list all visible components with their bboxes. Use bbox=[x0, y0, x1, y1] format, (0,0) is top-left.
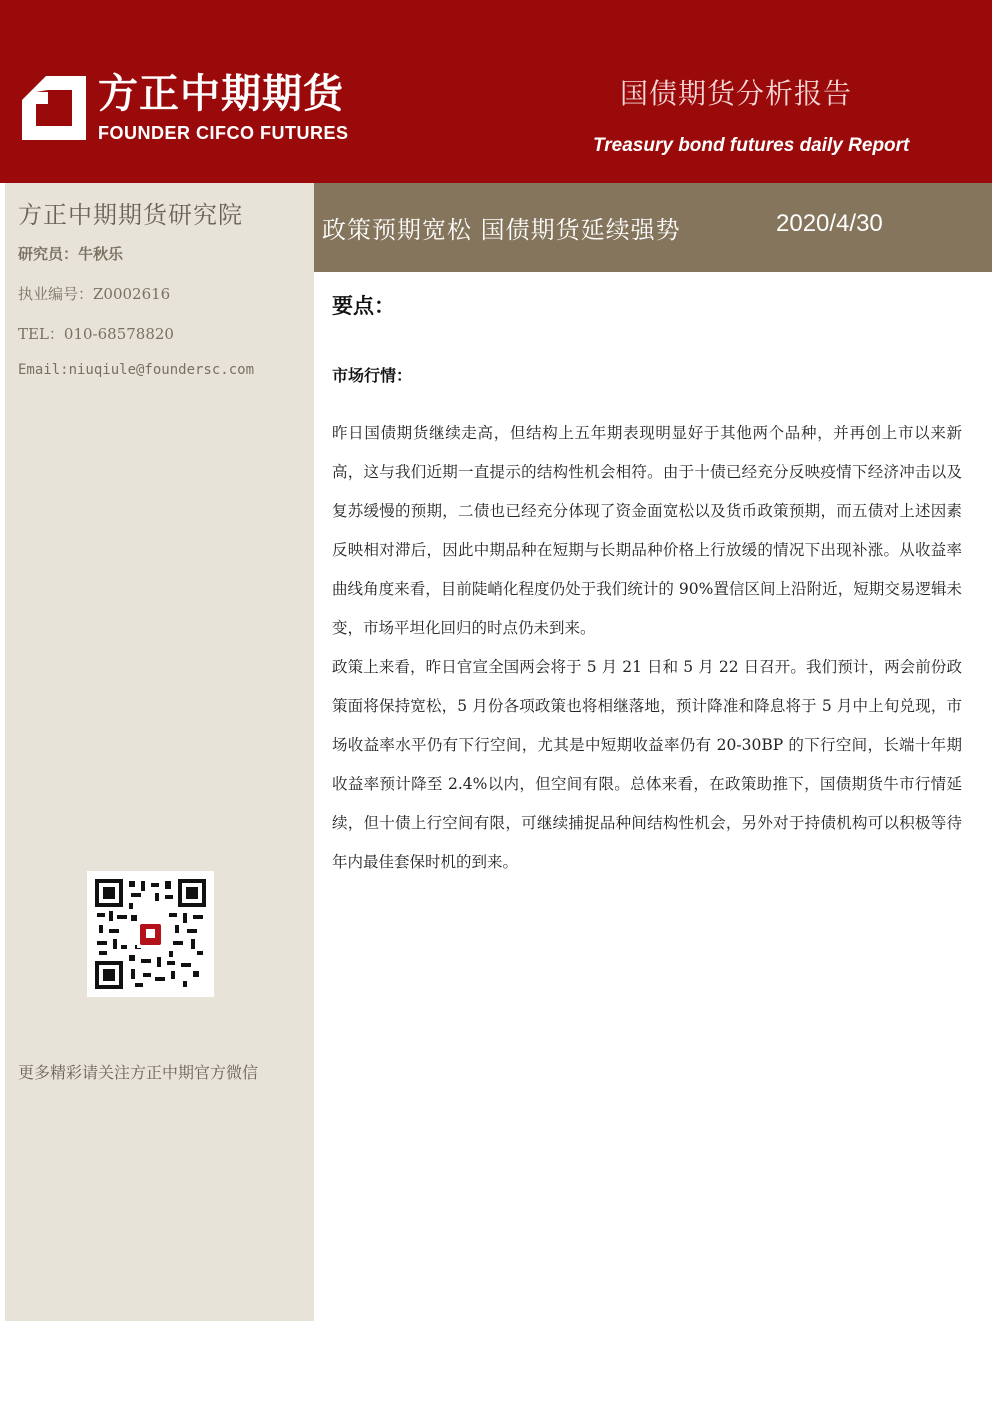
logo-chinese-name: 方正中期期货 bbox=[98, 71, 344, 117]
logo-english-name: FOUNDER CIFCO FUTURES bbox=[98, 123, 349, 143]
title-bar bbox=[314, 183, 992, 272]
report-title-chinese: 国债期货分析报告 bbox=[620, 77, 853, 110]
qr-code-icon bbox=[95, 879, 206, 989]
sidebar bbox=[5, 183, 314, 1321]
institute-name: 方正中期期货研究院 bbox=[18, 201, 243, 229]
email-address: Email:niuqiule@foundersc.com bbox=[18, 362, 255, 378]
document-date: 2020/4/30 bbox=[776, 210, 883, 237]
market-section-heading: 市场行情： bbox=[332, 366, 413, 385]
wechat-qr-code bbox=[87, 871, 214, 997]
wechat-follow-text: 更多精彩请关注方正中期官方微信 bbox=[18, 1063, 259, 1082]
license-number: 执业编号：Z0002616 bbox=[18, 285, 171, 303]
report-title-english: Treasury bond futures daily Report bbox=[593, 135, 910, 156]
founder-logo-icon bbox=[22, 76, 86, 140]
body-text bbox=[332, 414, 962, 882]
main-content bbox=[332, 286, 962, 882]
paragraph: 昨日国债期货继续走高，但结构上五年期表现明显好于其他两个品种，并再创上市以来新高，这与我们近期一直提示的结构性机会相符。由于十债已经充分反映疫情下经济冲击以及复苏缓慢的预期，二债也已经充分体现了资金面宽松以及货币政策预期，而五债对上述因素反映相对滞后，因此中期品种在短期与长期品种价格上行放缓的情况下出现补涨。从收益率曲线角度来看，目前陡峭化程度仍处于我们统计的 90%置信区间上沿附近，短期交易逻辑未变，市场平坦化回归的时点仍未到来。 bbox=[332, 424, 962, 637]
document-title: 政策预期宽松 国债期货延续强势 bbox=[322, 216, 681, 244]
key-points-heading: 要点： bbox=[332, 294, 395, 318]
researcher-name: 研究员：牛秋乐 bbox=[18, 245, 124, 263]
paragraph: 政策上来看，昨日官宣全国两会将于 5 月 21 日和 5 月 22 日召开。我们预计，两会前份政策面将保持宽松，5 月份各项政策也将相继落地，预计降准和降息将于 5 月中上旬兑现，市场收益率水平仍有下行空间，尤其是中短期收益率仍有 20-30BP 的下行空间，长端十年期收益率预计降至 2.4%以内，但空间有限。总体来看，在政策助推下，国债期货牛市行情延续，但十债上行空间有限，可继续捕捉品种间结构性机会，另外对于持债机构可以积极等待年内最佳套保时机的到来。 bbox=[332, 658, 962, 871]
telephone: TEL：010-68578820 bbox=[18, 325, 174, 343]
report-header bbox=[0, 0, 992, 183]
